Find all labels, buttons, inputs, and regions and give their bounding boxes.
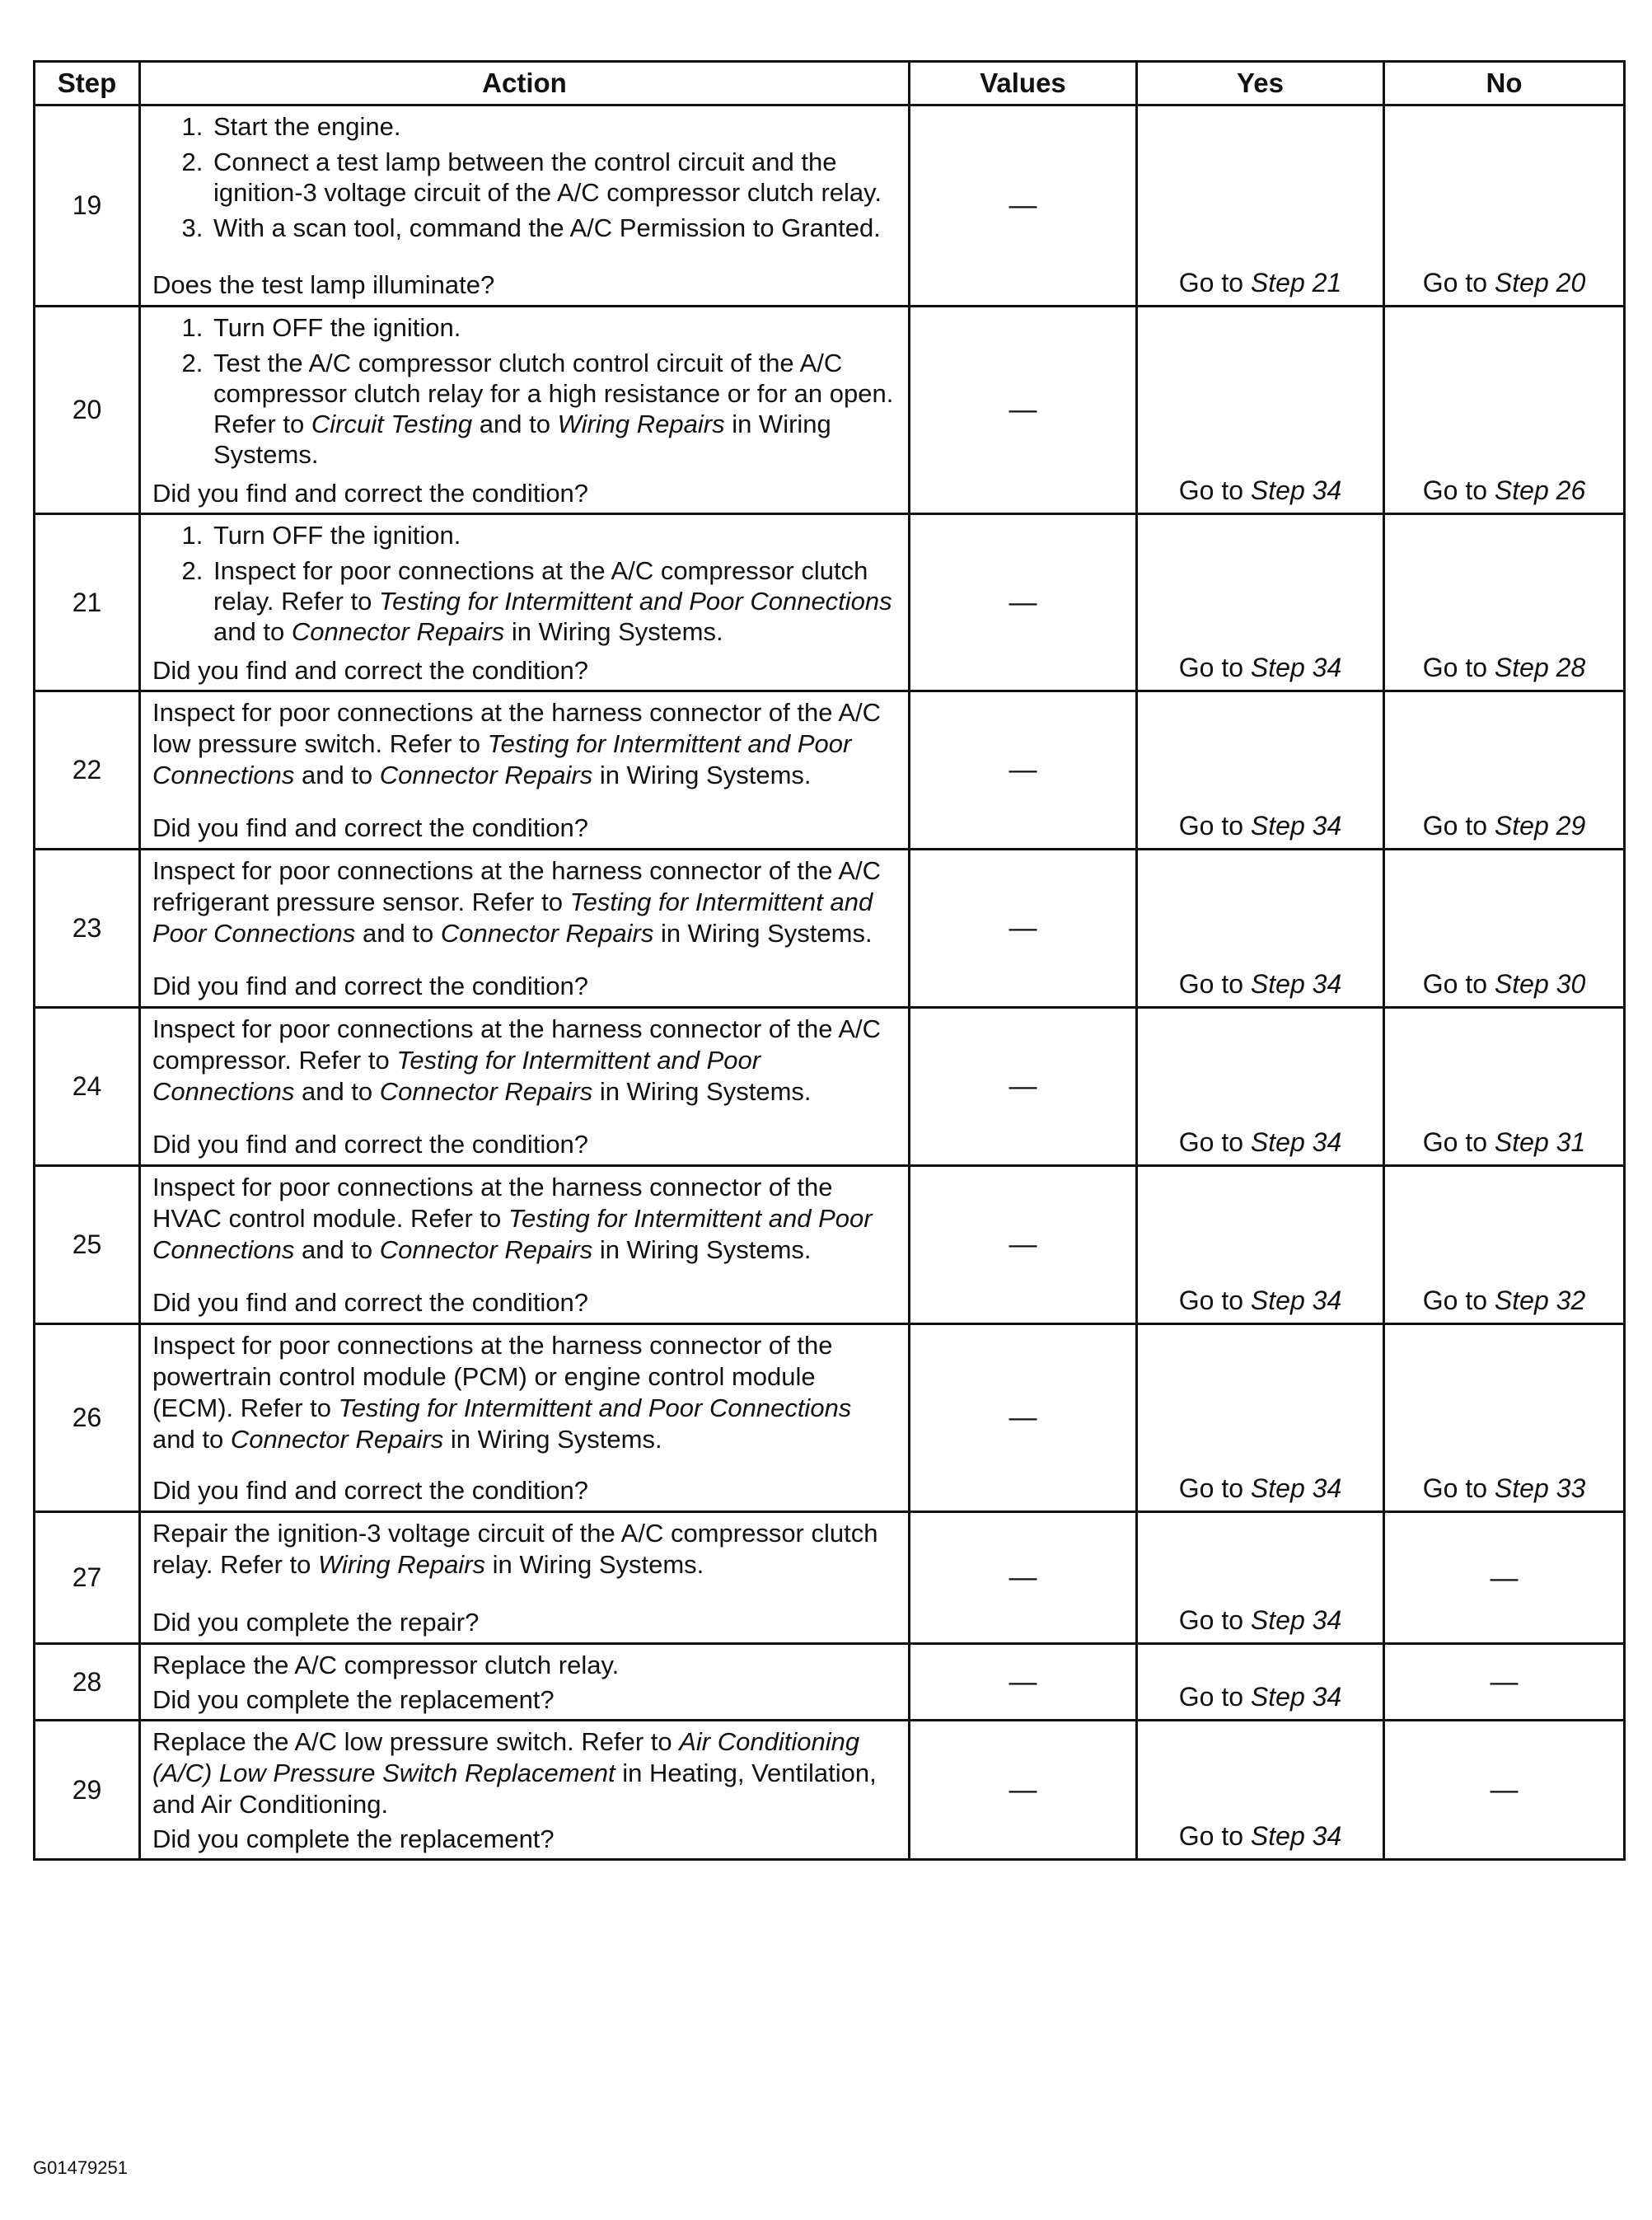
goto-step-target: Step 32 [1494, 1286, 1586, 1315]
table-row [35, 514, 1625, 691]
goto-prefix: Go to [1178, 1682, 1251, 1712]
values-cell: — [910, 1324, 1137, 1512]
step-number: 23 [35, 850, 140, 1008]
no-cell [1384, 307, 1625, 514]
action-question: Did you find and correct the condition? [152, 1130, 589, 1159]
yes-cell [1137, 691, 1384, 850]
action-content [152, 1650, 896, 1716]
text-segment: in Wiring Systems. [653, 919, 873, 948]
text-segment: in Wiring Systems. [485, 1550, 704, 1579]
text-segment: Inspect for poor connections at the harness connector of the HVAC control module. Refer to [152, 1173, 833, 1233]
table-row [35, 105, 1625, 307]
action-content [152, 520, 896, 686]
reference-link-text: Wiring Repairs [318, 1550, 486, 1579]
goto-step-target: Step 34 [1250, 1821, 1342, 1851]
action-cell [140, 105, 910, 307]
yes-cell [1137, 1644, 1384, 1721]
reference-link-text: Wiring Repairs [557, 410, 725, 438]
values-cell: — [910, 850, 1137, 1008]
yes-cell [1137, 105, 1384, 307]
action-content [152, 312, 896, 509]
procedure-item [210, 213, 896, 243]
text-segment: Repair the ignition-3 voltage circuit of the A/C compressor clutch relay. Refer to [152, 1519, 878, 1579]
values-cell: — [910, 1644, 1137, 1721]
table-row [35, 1512, 1625, 1644]
step-number: 19 [35, 105, 140, 307]
table-row [35, 1721, 1625, 1860]
no-cell [1384, 1166, 1625, 1324]
action-content [152, 1014, 896, 1160]
reference-link-text: Testing for Intermittent and Poor Connections [152, 1046, 761, 1106]
text-segment: Replace the A/C low pressure switch. Refer to [152, 1727, 680, 1756]
goto-step-target: Step 34 [1250, 1605, 1342, 1635]
action-cell [140, 307, 910, 514]
step-number: 28 [35, 1644, 140, 1721]
reference-link-text: Connector Repairs [230, 1425, 444, 1454]
yes-cell [1137, 850, 1384, 1008]
text-segment: Inspect for poor connections at the harness connector of the A/C compressor. Refer to [152, 1014, 882, 1075]
goto-step-target: Step 34 [1250, 1682, 1342, 1712]
goto-prefix: Go to [1422, 1286, 1495, 1315]
action-instruction [152, 1172, 896, 1266]
step-number: 26 [35, 1324, 140, 1512]
action-question: Does the test lamp illuminate? [152, 270, 495, 299]
header-yes: Yes [1137, 62, 1384, 105]
header-values: Values [910, 62, 1137, 105]
yes-cell [1137, 1166, 1384, 1324]
goto-prefix: Go to [1178, 268, 1251, 297]
text-segment: and to [294, 1077, 380, 1106]
action-cell [140, 1644, 910, 1721]
action-content [152, 1518, 896, 1638]
text-segment: Start the engine. [213, 112, 401, 141]
values-cell: — [910, 691, 1137, 850]
action-question: Did you find and correct the condition? [152, 656, 589, 685]
header-row [35, 62, 1625, 105]
action-cell [140, 514, 910, 691]
action-instruction [152, 1650, 896, 1681]
procedure-item [210, 147, 896, 208]
action-cell [140, 850, 910, 1008]
values-cell: — [910, 1512, 1137, 1644]
procedure-list [152, 312, 896, 475]
table-row [35, 1008, 1625, 1166]
goto-prefix: Go to [1178, 653, 1251, 682]
action-content [152, 697, 896, 844]
text-segment: Turn OFF the ignition. [213, 313, 461, 342]
action-cell [140, 1166, 910, 1324]
text-segment: Inspect for poor connections at the harness connector of the A/C low pressure switch. Refer to [152, 698, 882, 758]
action-cell [140, 691, 910, 850]
procedure-item [210, 555, 896, 647]
reference-link-text: Testing for Intermittent and Poor Connections [152, 888, 873, 948]
goto-prefix: Go to [1178, 1605, 1251, 1635]
goto-prefix: Go to [1422, 268, 1495, 297]
no-cell [1384, 514, 1625, 691]
goto-prefix: Go to [1422, 811, 1495, 841]
goto-step-target: Step 34 [1250, 1127, 1342, 1157]
action-question: Did you find and correct the condition? [152, 479, 589, 508]
text-segment: and to [294, 1235, 380, 1264]
goto-prefix: Go to [1422, 1127, 1495, 1157]
step-number: 22 [35, 691, 140, 850]
action-instruction [152, 1726, 896, 1820]
reference-link-text: Connector Repairs [379, 761, 593, 789]
goto-step-target: Step 31 [1494, 1127, 1586, 1157]
diagnostic-table [33, 60, 1626, 1861]
action-content [152, 1172, 896, 1318]
action-cell [140, 1324, 910, 1512]
reference-link-text: Connector Repairs [379, 1235, 593, 1264]
yes-cell [1137, 307, 1384, 514]
goto-step-target: Step 34 [1250, 475, 1342, 505]
goto-prefix: Go to [1178, 1821, 1251, 1851]
action-question: Did you complete the replacement? [152, 1824, 555, 1853]
reference-link-text: Air Conditioning (A/C) Low Pressure Switch Replacement [152, 1727, 860, 1787]
step-number: 20 [35, 307, 140, 514]
no-cell: — [1384, 1721, 1625, 1860]
goto-step-target: Step 30 [1494, 969, 1586, 999]
step-number: 24 [35, 1008, 140, 1166]
goto-step-target: Step 29 [1494, 811, 1586, 841]
step-number: 27 [35, 1512, 140, 1644]
procedure-item [210, 111, 896, 142]
no-cell [1384, 850, 1625, 1008]
reference-link-text: Testing for Intermittent and Poor Connections [379, 587, 892, 616]
procedure-item [210, 348, 896, 470]
text-segment: and to [472, 410, 558, 438]
table-row [35, 1644, 1625, 1721]
text-segment: and to [355, 919, 441, 948]
values-cell: — [910, 105, 1137, 307]
action-question: Did you complete the replacement? [152, 1685, 555, 1714]
goto-prefix: Go to [1178, 969, 1251, 999]
text-segment: Connect a test lamp between the control circuit and the ignition-3 voltage circuit of the A/C compressor clutch relay. [213, 148, 882, 207]
goto-step-target: Step 20 [1494, 268, 1586, 297]
no-cell: — [1384, 1512, 1625, 1644]
no-cell [1384, 105, 1625, 307]
goto-step-target: Step 26 [1494, 475, 1586, 505]
text-segment: Inspect for poor connections at the harness connector of the A/C refrigerant pressure sensor. Refer to [152, 856, 882, 916]
table-body [35, 105, 1625, 1860]
goto-step-target: Step 28 [1494, 653, 1586, 682]
reference-link-text: Connector Repairs [291, 617, 505, 646]
text-segment: in Heating, Ventilation, and Air Conditioning. [152, 1759, 877, 1819]
text-segment: in Wiring Systems. [592, 761, 812, 789]
yes-cell [1137, 514, 1384, 691]
text-segment: With a scan tool, command the A/C Permission to Granted. [213, 213, 881, 242]
reference-link-text: Testing for Intermittent and Poor Connections [152, 729, 852, 789]
goto-step-target: Step 34 [1250, 1473, 1342, 1503]
values-cell: — [910, 1166, 1137, 1324]
text-segment: and to [213, 617, 292, 646]
action-content [152, 855, 896, 1002]
goto-step-target: Step 34 [1250, 1286, 1342, 1315]
yes-cell [1137, 1721, 1384, 1860]
goto-prefix: Go to [1178, 1286, 1251, 1315]
reference-link-text: Testing for Intermittent and Poor Connections [152, 1204, 873, 1264]
action-cell [140, 1008, 910, 1166]
goto-prefix: Go to [1178, 811, 1251, 841]
procedure-list [152, 520, 896, 652]
table-row [35, 1324, 1625, 1512]
procedure-list [152, 111, 896, 248]
values-cell: — [910, 1008, 1137, 1166]
values-cell: — [910, 514, 1137, 691]
no-cell: — [1384, 1644, 1625, 1721]
action-cell [140, 1512, 910, 1644]
table-row [35, 691, 1625, 850]
goto-step-target: Step 33 [1494, 1473, 1586, 1503]
action-cell [140, 1721, 910, 1860]
text-segment: and to [152, 1425, 231, 1454]
header-no: No [1384, 62, 1625, 105]
goto-prefix: Go to [1178, 1473, 1251, 1503]
table-row [35, 850, 1625, 1008]
goto-prefix: Go to [1422, 475, 1495, 505]
no-cell [1384, 1324, 1625, 1512]
step-number: 29 [35, 1721, 140, 1860]
text-segment: Inspect for poor connections at the harness connector of the powertrain control module (PCM) or engine control module (ECM). Refer to [152, 1331, 833, 1422]
action-instruction [152, 1014, 896, 1108]
no-cell [1384, 691, 1625, 850]
values-cell: — [910, 307, 1137, 514]
action-instruction [152, 1330, 896, 1455]
text-segment: and to [294, 761, 380, 789]
action-question: Did you find and correct the condition? [152, 1288, 589, 1317]
action-instruction [152, 1518, 896, 1581]
action-instruction [152, 697, 896, 791]
text-segment: in Wiring Systems. [213, 410, 831, 469]
reference-link-text: Circuit Testing [311, 410, 473, 438]
goto-step-target: Step 34 [1250, 811, 1342, 841]
text-segment: in Wiring Systems. [504, 617, 723, 646]
text-segment: Turn OFF the ignition. [213, 521, 461, 550]
action-content [152, 111, 896, 301]
procedure-item [210, 312, 896, 343]
text-segment: in Wiring Systems. [592, 1077, 812, 1106]
step-number: 21 [35, 514, 140, 691]
yes-cell [1137, 1512, 1384, 1644]
action-instruction [152, 855, 896, 949]
values-cell: — [910, 1721, 1137, 1860]
text-segment: Replace the A/C compressor clutch relay. [152, 1651, 620, 1679]
goto-prefix: Go to [1422, 1473, 1495, 1503]
reference-link-text: Connector Repairs [440, 919, 654, 948]
action-question: Did you find and correct the condition? [152, 972, 589, 1000]
header-step: Step [35, 62, 140, 105]
action-question: Did you find and correct the condition? [152, 1476, 589, 1505]
reference-link-text: Connector Repairs [379, 1077, 593, 1106]
header-action: Action [140, 62, 910, 105]
action-content [152, 1726, 896, 1855]
goto-prefix: Go to [1422, 969, 1495, 999]
table-row [35, 307, 1625, 514]
action-question: Did you find and correct the condition? [152, 813, 589, 842]
text-segment: in Wiring Systems. [443, 1425, 662, 1454]
goto-step-target: Step 34 [1250, 653, 1342, 682]
text-segment: Test the A/C compressor clutch control circuit of the A/C compressor clutch relay for a high resistance or for an open. Refer to [213, 349, 894, 438]
action-content [152, 1330, 896, 1506]
goto-prefix: Go to [1178, 1127, 1251, 1157]
yes-cell [1137, 1008, 1384, 1166]
figure-id: G01479251 [33, 2157, 128, 2178]
yes-cell [1137, 1324, 1384, 1512]
goto-step-target: Step 21 [1250, 268, 1342, 297]
goto-prefix: Go to [1422, 653, 1495, 682]
procedure-item [210, 520, 896, 550]
goto-step-target: Step 34 [1250, 969, 1342, 999]
action-question: Did you complete the repair? [152, 1608, 480, 1637]
table-row [35, 1166, 1625, 1324]
reference-link-text: Testing for Intermittent and Poor Connections [338, 1393, 852, 1422]
text-segment: Inspect for poor connections at the A/C compressor clutch relay. Refer to [213, 556, 868, 616]
text-segment: in Wiring Systems. [592, 1235, 812, 1264]
no-cell [1384, 1008, 1625, 1166]
goto-prefix: Go to [1178, 475, 1251, 505]
step-number: 25 [35, 1166, 140, 1324]
